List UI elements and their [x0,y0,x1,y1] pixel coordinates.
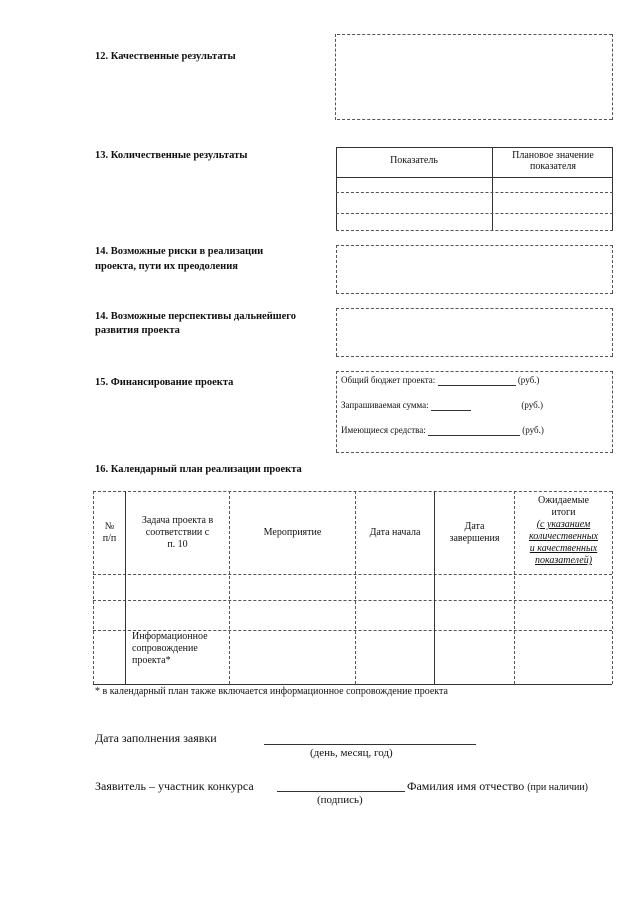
section-14-risks-title-2: проекта, пути их преодоления [95,261,238,272]
col-start-date: Дата начала [369,527,421,538]
applicant-label: Заявитель – участник конкурса [95,779,254,793]
available-funds-row [341,425,544,436]
column-header-planned-1: Плановое значение [512,150,594,161]
budget-total-label: Общий бюджет проекта: [341,375,436,385]
budget-total-row [341,375,539,386]
col-task-2: соответствии с [145,527,210,538]
requested-sum-unit: (руб.) [521,400,544,410]
applicant-fio-note: (при наличии) [527,782,589,793]
col-results-1: Ожидаемые [538,495,589,506]
section-14-prospects-title-1: 14. Возможные перспективы дальнейшего [95,311,297,322]
section-14-prospects-title-2: развития проекта [95,325,180,336]
requested-sum-row [341,400,543,411]
requested-sum-field[interactable] [431,410,471,411]
section-15-title: 15. Финансирование проекта [95,377,234,388]
info-support-1: Информационное [132,631,208,642]
col-results-2: итоги [551,507,576,518]
requested-sum-label: Запрашиваемая сумма: [341,400,429,410]
col-results-4: количественных [528,531,599,542]
column-header-planned-2: показателя [529,161,577,172]
fill-date-field[interactable] [264,744,476,745]
applicant-fio [407,779,588,795]
calendar-footnote: * в календарный план также включается информационное сопровождение проекта [95,686,448,697]
available-funds-label: Имеющиеся средства: [341,425,426,435]
column-header-indicator: Показатель [390,155,438,166]
col-results-3: (с указанием [536,519,591,530]
applicant-signature-field[interactable] [277,791,405,792]
section-12-title: 12. Качественные результаты [95,51,236,62]
budget-total-field[interactable] [438,385,516,386]
col-results-6: показателей) [534,555,593,566]
col-event: Мероприятие [263,527,322,538]
col-task-3: п. 10 [167,539,188,550]
section-16-title: 16. Календарный план реализации проекта [95,464,302,475]
applicant-fio-main: Фамилия имя отчество [407,779,525,793]
col-end-date-1: Дата [464,521,485,532]
applicant-signature-hint: (подпись) [317,794,363,806]
available-funds-unit: (руб.) [522,425,544,435]
available-funds-field[interactable] [428,435,520,436]
col-results-5: и качественных [529,543,598,554]
fill-date-hint: (день, месяц, год) [310,747,393,759]
budget-total-unit: (руб.) [517,375,540,385]
section-13-title: 13. Количественные результаты [95,150,248,161]
col-number-2: п/п [102,533,117,544]
info-support-2: сопровождение [132,643,198,654]
section-14-risks-title-1: 14. Возможные риски в реализации [95,246,264,257]
col-task-1: Задача проекта в [141,515,214,526]
info-support-3: проекта* [132,655,171,666]
fill-date-label: Дата заполнения заявки [95,731,217,745]
col-end-date-2: завершения [449,533,500,544]
col-number-1: № [104,521,115,532]
